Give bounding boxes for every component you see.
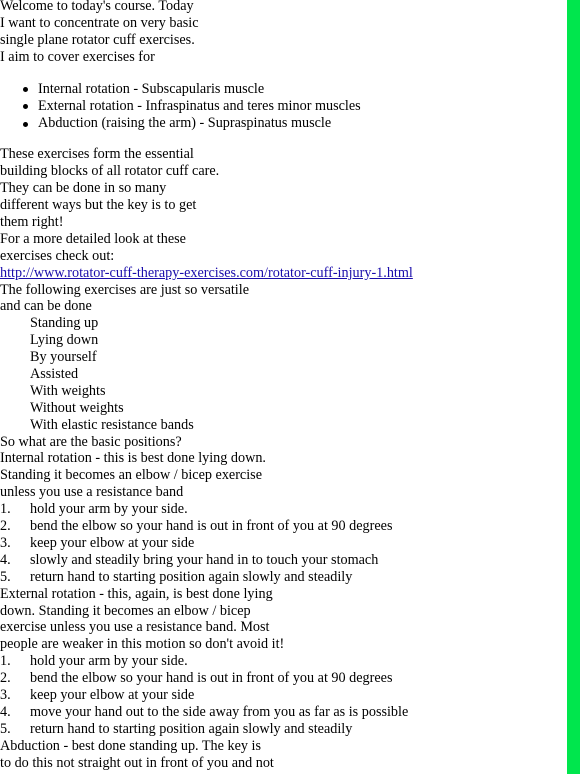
step-number: 4. — [0, 551, 11, 568]
step-text: return hand to starting position again slowly and steadily — [30, 568, 353, 585]
step-item — [0, 501, 560, 518]
muscle-list — [0, 81, 560, 133]
step-text: bend the elbow so your hand is out in front of you at 90 degrees — [30, 518, 393, 535]
muscle-list-item: Abduction (raising the arm) - Supraspinatus muscle — [0, 115, 560, 132]
intro-line: single plane rotator cuff exercises. — [0, 31, 195, 48]
paragraph-line: them right! — [0, 214, 64, 231]
step-text: keep your elbow at your side — [30, 534, 195, 551]
ways-list-item: Standing up — [30, 315, 99, 332]
step-item — [0, 670, 560, 687]
exercise-link[interactable]: http://www.rotator-cuff-therapy-exercises.com/rotator-cuff-injury-1.html — [0, 264, 413, 281]
paragraph-line: The following exercises are just so versatile — [0, 281, 249, 298]
step-item — [0, 687, 560, 704]
ways-list-item: Without weights — [30, 399, 124, 416]
ways-list — [0, 315, 560, 433]
paragraph-line: Internal rotation - this is best done lying down. — [0, 450, 266, 467]
step-text: bend the elbow so your hand is out in front of you at 90 degrees — [30, 670, 393, 687]
positions-question: So what are the basic positions? — [0, 433, 182, 450]
versatile-paragraph — [0, 282, 560, 316]
side-color-bar — [567, 0, 580, 774]
paragraph-line: to do this not straight out in front of you and not — [0, 754, 274, 771]
paragraph-line: Standing it becomes an elbow / bicep exercise — [0, 467, 262, 484]
building-blocks-paragraph — [0, 146, 560, 281]
ways-list-item: By yourself — [30, 349, 97, 366]
step-text: hold your arm by your side. — [30, 501, 188, 518]
step-item — [0, 518, 560, 535]
paragraph-line: exercises check out: — [0, 247, 115, 264]
paragraph-line: exercise unless you use a resistance band. Most — [0, 619, 270, 636]
external-rotation-steps — [0, 653, 560, 737]
muscle-list-item: External rotation - Infraspinatus and teres minor muscles — [0, 98, 560, 115]
paragraph-line: External rotation - this, again, is best done lying — [0, 585, 273, 602]
step-item — [0, 721, 560, 738]
intro-paragraph — [0, 0, 560, 66]
step-number: 4. — [0, 703, 11, 720]
step-text: return hand to starting position again slowly and steadily — [30, 720, 353, 737]
step-item — [0, 704, 560, 721]
step-item — [0, 552, 560, 569]
ways-list-item: With weights — [30, 382, 106, 399]
paragraph-line: These exercises form the essential — [0, 146, 194, 163]
ways-list-item: Lying down — [30, 332, 99, 349]
paragraph-line: Abduction - best done standing up. The key is — [0, 737, 261, 754]
ways-list-item: With elastic resistance bands — [30, 416, 194, 433]
step-number: 5. — [0, 720, 11, 737]
internal-rotation-steps — [0, 501, 560, 585]
abduction-intro — [0, 738, 560, 772]
step-number: 5. — [0, 568, 11, 585]
step-number: 2. — [0, 670, 11, 687]
step-text: move your hand out to the side away from you as far as is possible — [30, 703, 409, 720]
step-item — [0, 569, 560, 586]
step-number: 2. — [0, 518, 11, 535]
step-text: slowly and steadily bring your hand in to touch your stomach — [30, 551, 379, 568]
step-text: keep your elbow at your side — [30, 686, 195, 703]
paragraph-line: They can be done in so many — [0, 180, 167, 197]
external-rotation-intro — [0, 586, 560, 654]
step-number: 1. — [0, 501, 11, 518]
intro-line: Welcome to today's course. Today — [0, 0, 194, 14]
paragraph-line: unless you use a resistance band — [0, 484, 184, 501]
step-item — [0, 535, 560, 552]
paragraph-line: For a more detailed look at these — [0, 230, 186, 247]
step-item — [0, 653, 560, 670]
step-number: 3. — [0, 686, 11, 703]
paragraph-line: people are weaker in this motion so don't avoid it! — [0, 636, 285, 653]
paragraph-line: down. Standing it becomes an elbow / bicep — [0, 602, 251, 619]
internal-rotation-intro — [0, 450, 560, 501]
link-line — [0, 265, 560, 282]
muscle-list-item: Internal rotation - Subscapularis muscle — [0, 81, 560, 98]
paragraph-line: and can be done — [0, 298, 92, 315]
step-number: 1. — [0, 653, 11, 670]
intro-line: I want to concentrate on very basic — [0, 14, 199, 31]
step-text: hold your arm by your side. — [30, 653, 188, 670]
ways-list-item: Assisted — [30, 366, 79, 383]
paragraph-line: building blocks of all rotator cuff care. — [0, 163, 220, 180]
paragraph-line: different ways but the key is to get — [0, 197, 197, 214]
step-number: 3. — [0, 534, 11, 551]
intro-line: I aim to cover exercises for — [0, 48, 155, 65]
